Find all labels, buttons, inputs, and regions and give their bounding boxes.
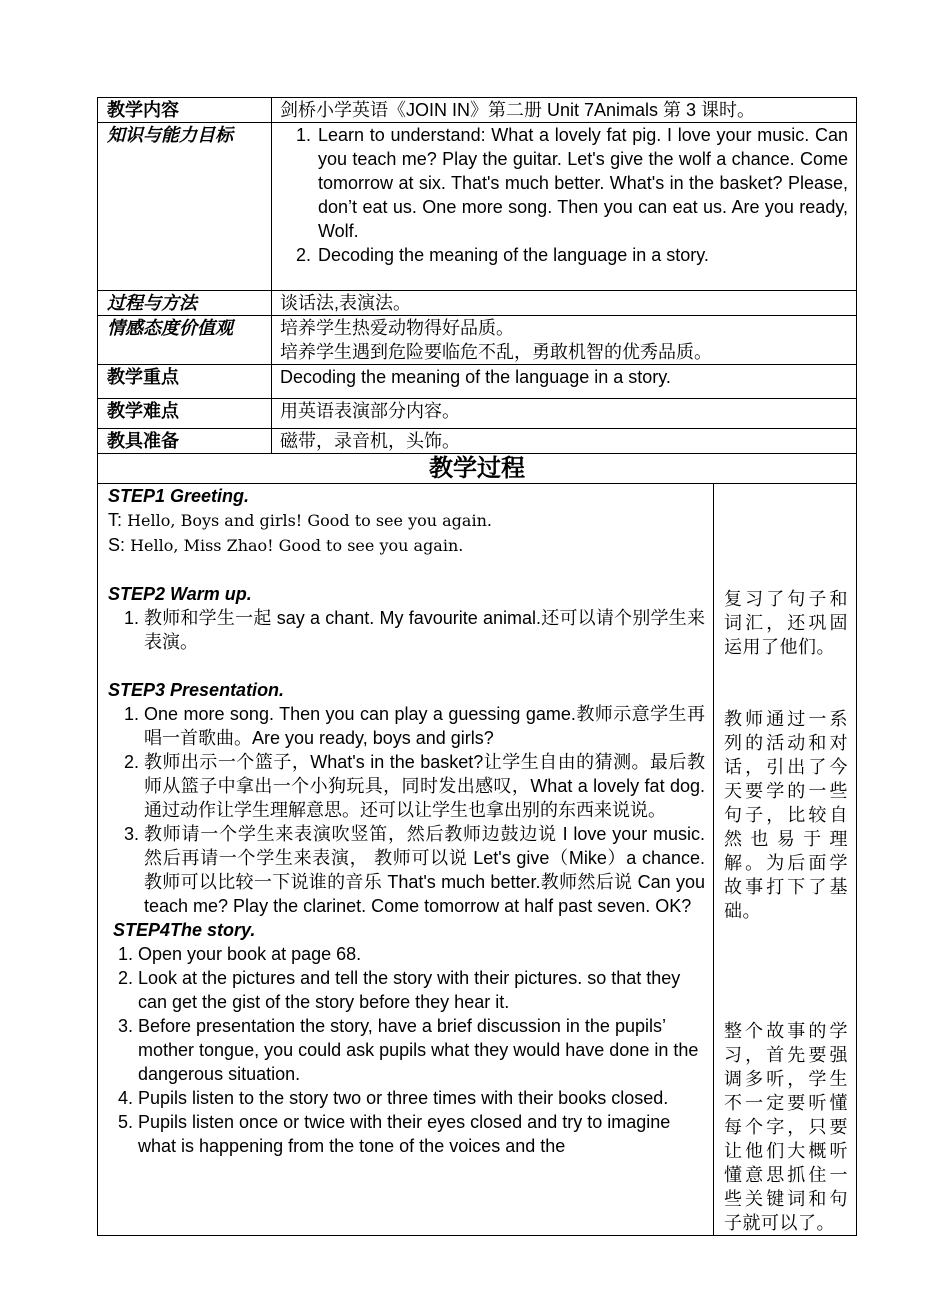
label-knowledge: 知识与能力目标 [98,123,272,291]
step4-item: 5. Pupils listen once or twice with their eyes closed and try to imagine what is happening from the tone of the voices and the [138,1110,705,1158]
row-process-method [98,291,857,316]
row-difficulty [98,399,857,429]
label-emotion: 情感态度价值观 [98,316,272,365]
value-difficulty: 用英语表演部分内容。 [272,399,857,429]
note-story: 整个故事的学习，首先要强调多听，学生不一定要听懂每个字，只要让他们大概听懂意思抓住一些关键词和句子就可以了。 [724,1021,848,1233]
emotion-line: 培养学生热爱动物得好品质。 [280,318,514,338]
dialogue-line-s [108,533,705,558]
step3-item: 1. One more song. Then you can play a guessing game.教师示意学生再唱一首歌曲。Are you ready, boys and girls? [144,702,705,750]
knowledge-list [280,123,848,267]
row-knowledge [98,123,857,291]
note-review: 复习了句子和词汇，还巩固运用了他们。 [724,589,848,657]
step2-title: STEP2 Warm up. [108,584,252,604]
label-process-method: 过程与方法 [98,291,272,316]
value-key-point: Decoding the meaning of the language in a story. [272,365,857,399]
lesson-plan-page [97,97,856,1236]
value-tools: 磁带，录音机，头饰。 [272,429,857,454]
step3-item: 2. 教师出示一个篮子，What's in the basket?让学生自由的猜测。最后教师从篮子中拿出一个小狗玩具，同时发出感叹，What a lovely fat dog. 通过动作让学生理解意思。还可以让学生也拿出别的东西来说说。 [144,750,705,822]
speaker-s: S: [108,535,126,555]
step4-list [108,942,705,1158]
step4-item: 3. Before presentation the story, have a brief discussion in the pupils’ mother tongue, you could ask pupils what they would have done in the dangerous situation. [138,1014,705,1086]
knowledge-item: 2. Decoding the meaning of the language in a story. [316,243,848,267]
dialogue-text-t: Hello, Boys and girls! Good to see you again. [122,511,492,530]
step4-title: STEP4The story. [108,920,256,940]
label-key-point: 教学重点 [98,365,272,399]
value-content: 剑桥小学英语《JOIN IN》第二册 Unit 7Animals 第 3 课时。 [272,98,857,123]
label-difficulty: 教学难点 [98,399,272,429]
knowledge-item: 1. Learn to understand: What a lovely fat pig. I love your music. Can you teach me? Play the guitar. Let's give the wolf a chance. Come tomorrow at six. That's much better. What's in the basket? Please, don’t eat us. One more song. Then you can eat us. Are you ready, Wolf. [316,123,848,243]
label-content: 教学内容 [98,98,272,123]
dialogue-text-s: Hello, Miss Zhao! Good to see you again. [125,536,464,555]
step4-item: 1. Open your book at page 68. [138,942,705,966]
process-title: 教学过程 [98,454,857,484]
note-presentation: 教师通过一系列的活动和对话，引出了今天要学的一些句子，比较自然也易于理解。为后面学故事打下了基础。 [724,709,848,921]
process-notes [714,484,857,1236]
speaker-t: T: [108,510,123,530]
emotion-line: 培养学生遇到危险要临危不乱，勇敢机智的优秀品质。 [280,342,712,362]
value-knowledge [272,123,857,291]
process-steps [98,484,714,1236]
step3-title: STEP3 Presentation. [108,680,285,700]
dialogue-line-t [108,508,705,533]
step3-item: 3. 教师请一个学生来表演吹竖笛，然后教师边鼓边说 I love your music. 然后再请一个学生来表演， 教师可以说 Let's give（Mike）a chance.教师可以比较一下说谁的音乐 That's much better.教师然后说 Can you teach me? Play the clarinet. Come tomorrow at half past seven. OK? [144,822,705,918]
row-key-point [98,365,857,399]
label-tools: 教具准备 [98,429,272,454]
row-content [98,98,857,123]
row-emotion [98,316,857,365]
step3-list [108,702,705,918]
step4-item: 2. Look at the pictures and tell the story with their pictures. so that they can get the gist of the story before they hear it. [138,966,705,1014]
step2-item: 1. 教师和学生一起 say a chant. My favourite animal.还可以请个别学生来表演。 [144,606,705,654]
lesson-plan-table [97,97,857,1236]
row-process-title [98,454,857,484]
row-process-body [98,484,857,1236]
step4-item: 4. Pupils listen to the story two or three times with their books closed. [138,1086,705,1110]
value-process-method: 谈话法,表演法。 [272,291,857,316]
step2-list [108,606,705,654]
row-tools [98,429,857,454]
step1-title: STEP1 Greeting. [108,486,250,506]
value-emotion [272,316,857,365]
